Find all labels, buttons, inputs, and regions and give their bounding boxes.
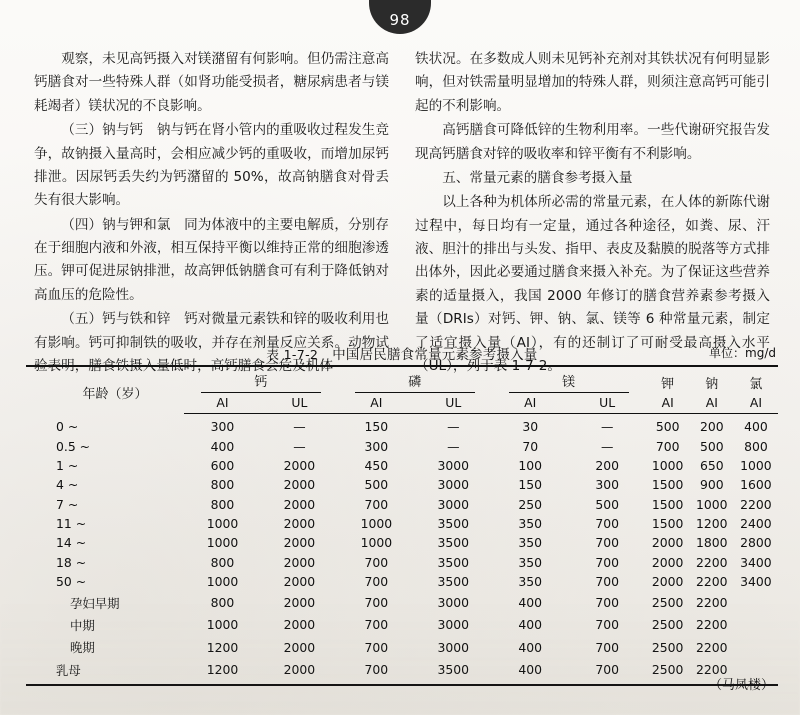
paragraph: 以上各种为机体所必需的常量元素，在人体的新陈代谢过程中，每日均有一定量，通过各种途径，如粪、尿、汗液、胆汁的排出与头发、指甲、表皮及黏膜的脱落等方式排出体外，因此必要通过膳食来摄入补充。为了保证这些营养素的适量摄入，我国 2000 年修订的膳食营养素参考摄入量（DRIs）对钙、钾、钠、氯、镁等 6 种常量元素，制定了适宜摄入量（AI），有的还制订了可耐受最高摄入水平（UL），列于表 1-7-2。 — [415, 194, 770, 374]
table-cell: 800 — [210, 595, 235, 611]
table-cell: 700 — [595, 617, 619, 633]
table-cell: 450 — [364, 457, 389, 473]
table-cell: 350 — [518, 516, 543, 532]
table-cell: 400 — [518, 639, 543, 655]
table-number: 表 1-7-2 — [266, 347, 319, 362]
table-cell: 3000 — [437, 496, 470, 512]
table-cell: 2200 — [696, 639, 728, 655]
table-row — [26, 533, 778, 552]
table-cell: 700 — [655, 438, 680, 454]
table-cell: 400 — [210, 438, 235, 454]
table-cell: 700 — [595, 535, 619, 551]
table-body — [26, 414, 778, 681]
table-cell: 2400 — [740, 516, 772, 532]
table-cell: 2000 — [651, 535, 684, 551]
table-cell: 700 — [595, 595, 619, 611]
table-row — [26, 636, 778, 658]
table-cell: 700 — [595, 554, 619, 570]
table-row — [26, 436, 778, 455]
table-row — [26, 456, 778, 475]
subheader-na-ai: AI — [690, 393, 734, 414]
author-signature: （马凤楼） — [708, 678, 774, 693]
row-label-age: 14 ~ — [56, 535, 87, 551]
row-label-age: 50 ~ — [56, 574, 87, 590]
paragraph: 铁状况。在多数成人则未见钙补充剂对其铁状况有何明显影响，但对铁需量明显增加的特殊人群，则须注意高钙可能引起的不利影响。 — [415, 51, 770, 114]
table-cell: 1500 — [651, 477, 684, 493]
table-cell — [734, 636, 778, 658]
table-cell: 350 — [518, 554, 543, 570]
table-cell: 700 — [364, 554, 389, 570]
table-cell: 800 — [744, 438, 768, 454]
right-text-column — [415, 48, 770, 379]
subheader-p-ul: UL — [415, 393, 492, 414]
table-cell: 30 — [522, 419, 539, 435]
table-cell: 2500 — [651, 639, 684, 655]
table-cell: 200 — [699, 419, 724, 435]
table-cell: 700 — [595, 639, 619, 655]
table-cell: 3500 — [437, 516, 470, 532]
row-label-age: 孕妇早期 — [70, 595, 120, 611]
table-row — [26, 495, 778, 514]
table-cell: 1000 — [206, 574, 239, 590]
table-cell: 1000 — [696, 496, 728, 512]
table-cell: 70 — [522, 438, 539, 454]
table-cell: 1200 — [206, 662, 239, 678]
table-cell: 1000 — [740, 457, 772, 473]
table-cell: 2000 — [283, 595, 316, 611]
table-cell: 3500 — [437, 554, 470, 570]
table-cell: 300 — [210, 419, 235, 435]
table-cell: 1200 — [206, 639, 239, 655]
table-section — [26, 344, 778, 686]
table-cell: 2500 — [651, 617, 684, 633]
table-cell: 700 — [364, 617, 389, 633]
subheader-cl-ai: AI — [734, 393, 778, 414]
table-cell: — — [293, 419, 306, 435]
table-cell — [734, 614, 778, 636]
table-cell: 2200 — [696, 554, 728, 570]
table-cell: 2000 — [283, 617, 316, 633]
table-row — [26, 572, 778, 591]
table-cell: 800 — [210, 477, 235, 493]
table-cell: 700 — [364, 574, 389, 590]
table-cell: 3500 — [437, 535, 470, 551]
table-row — [26, 514, 778, 533]
table-cell: 2000 — [283, 554, 316, 570]
table-cell: 150 — [518, 477, 543, 493]
table-bottom-rule — [26, 684, 778, 686]
column-group-phosphorus: 磷 — [338, 366, 492, 393]
table-cell: 150 — [364, 419, 389, 435]
table-cell: — — [293, 438, 306, 454]
column-group-chlorine: 氯 — [734, 366, 778, 393]
two-column-body — [34, 48, 770, 379]
table-title: 中国居民膳食常量元素参考摄入量 — [332, 348, 538, 363]
table-row — [26, 475, 778, 494]
column-header-age: 年龄（岁） — [26, 366, 184, 414]
table-cell: 700 — [595, 516, 619, 532]
table-cell: 1500 — [651, 516, 684, 532]
table-cell: 3500 — [437, 662, 470, 678]
row-label-age: 0.5 ~ — [56, 438, 91, 454]
row-label-age: 11 ~ — [56, 516, 87, 532]
table-cell: 700 — [364, 662, 389, 678]
table-cell: 2200 — [696, 617, 728, 633]
table-cell: 900 — [699, 477, 724, 493]
table-cell: 3000 — [437, 595, 470, 611]
table-cell: 2500 — [651, 662, 684, 678]
table-cell: 500 — [364, 477, 389, 493]
table-cell: 600 — [210, 457, 235, 473]
table-cell: 2800 — [740, 535, 772, 551]
subheader-mg-ai: AI — [492, 393, 569, 414]
table-cell: 1200 — [696, 516, 728, 532]
table-cell: 2000 — [283, 574, 316, 590]
table-cell: 3400 — [740, 574, 772, 590]
table-cell: 700 — [364, 639, 389, 655]
table-cell: 300 — [364, 438, 389, 454]
row-label-age: 4 ~ — [56, 477, 79, 493]
table-cell: 100 — [518, 457, 543, 473]
table-cell: 3500 — [437, 574, 470, 590]
table-cell: 1000 — [360, 535, 393, 551]
table-cell: 400 — [518, 617, 543, 633]
table-cell: 1800 — [696, 535, 728, 551]
table-cell: 800 — [210, 554, 235, 570]
table-cell: 2000 — [651, 554, 684, 570]
table-head — [26, 366, 778, 414]
row-label-age: 7 ~ — [56, 496, 79, 512]
paragraph: （三）钠与钙 钠与钙在肾小管内的重吸收过程发生竞争，故钠摄入量高时，会相应减少钙的重吸收，而增加尿钙排泄。因尿钙丢失约为钙潴留的 50%，故高钠膳食对骨丢失有很大影响。 — [34, 122, 389, 209]
section-heading: 五、常量元素的膳食参考摄入量 — [442, 169, 633, 186]
subheader-ca-ul: UL — [261, 393, 338, 414]
table-cell: 700 — [595, 574, 619, 590]
table-cell: 800 — [210, 496, 235, 512]
table-cell: 2000 — [283, 639, 316, 655]
column-group-magnesium: 镁 — [492, 366, 646, 393]
table-cell: 1000 — [360, 516, 393, 532]
row-label-age: 1 ~ — [56, 457, 79, 473]
row-label-age: 晚期 — [70, 640, 95, 656]
table-row — [26, 591, 778, 613]
table-cell: 300 — [595, 477, 619, 493]
table-cell: 500 — [655, 419, 680, 435]
table-cell: 2000 — [651, 574, 684, 590]
table-cell: 2500 — [651, 595, 684, 611]
column-group-potassium: 钾 — [646, 366, 690, 393]
table-cell: 2000 — [283, 457, 316, 473]
table-cell: 700 — [595, 662, 619, 678]
table-cell: 2000 — [283, 477, 316, 493]
table-cell: 3000 — [437, 617, 470, 633]
paragraph: 观察，未见高钙摄入对镁潴留有何影响。但仍需注意高钙膳食对一些特殊人群（如肾功能受损者，糖尿病患者与镁耗竭者）镁状况的不良影响。 — [34, 51, 389, 114]
row-label-age: 中期 — [70, 617, 95, 633]
page-number: 98 — [369, 0, 431, 34]
table-cell — [734, 591, 778, 613]
table-cell: 500 — [595, 496, 619, 512]
table-cell: 700 — [364, 496, 389, 512]
table-cell: 2000 — [283, 662, 316, 678]
table-cell: 200 — [595, 457, 619, 473]
table-cell: 1000 — [206, 535, 239, 551]
table-cell: 500 — [699, 438, 724, 454]
table-cell: 2000 — [283, 516, 316, 532]
row-label-age: 18 ~ — [56, 554, 87, 570]
table-cell: 400 — [518, 595, 543, 611]
nutrient-intake-table — [26, 365, 778, 681]
table-cell: — — [447, 419, 460, 435]
subheader-ca-ai: AI — [184, 393, 261, 414]
row-label-age: 乳母 — [56, 662, 81, 678]
table-row — [26, 553, 778, 572]
table-cell: 250 — [518, 496, 543, 512]
table-cell: — — [600, 438, 614, 454]
table-cell: 3400 — [740, 554, 772, 570]
paragraph: （五）钙与铁和锌 钙对微量元素铁和锌的吸收利用也有影响。钙可抑制铁的吸收，并存在剂量反应关系。动物试验表明，膳食铁摄入量低时，高钙膳食会危及机体 — [34, 311, 389, 374]
table-cell: 1500 — [651, 496, 684, 512]
table-cell: 3000 — [437, 639, 470, 655]
table-cell: 700 — [364, 595, 389, 611]
table-cell: 400 — [744, 419, 768, 435]
column-group-sodium: 钠 — [690, 366, 734, 393]
table-unit: 单位：mg/d — [709, 346, 776, 360]
table-cell: 1000 — [206, 617, 239, 633]
table-cell: 1000 — [651, 457, 684, 473]
paragraph: （四）钠与钾和氯 同为体液中的主要电解质，分别存在于细胞内液和外液，相互保持平衡以维持正常的细胞渗透压。钾可促进尿钠排泄，故高钾低钠膳食可有利于降低钠对高血压的危险性。 — [34, 216, 389, 303]
subheader-p-ai: AI — [338, 393, 415, 414]
table-row — [26, 414, 778, 437]
subheader-mg-ul: UL — [569, 393, 646, 414]
table-cell: 400 — [518, 662, 543, 678]
table-cell: 1600 — [740, 477, 772, 493]
table-cell: 350 — [518, 535, 543, 551]
subheader-k-ai: AI — [646, 393, 690, 414]
table-row — [26, 614, 778, 636]
table-cell: 3000 — [437, 477, 470, 493]
table-cell: 350 — [518, 574, 543, 590]
table-row — [26, 659, 778, 681]
table-cell: — — [447, 438, 460, 454]
table-cell: 650 — [699, 457, 724, 473]
table-cell: 2000 — [283, 535, 316, 551]
table-cell: — — [600, 419, 614, 435]
table-cell: 3000 — [437, 457, 470, 473]
table-cell: 2200 — [696, 662, 728, 678]
table-caption — [26, 344, 778, 363]
table-cell: 2200 — [740, 496, 772, 512]
row-label-age: 0 ~ — [56, 418, 79, 434]
paragraph: 高钙膳食可降低锌的生物利用率。一些代谢研究报告发现高钙膳食对锌的吸收率和锌平衡有不利影响。 — [415, 122, 770, 162]
table-cell: 2200 — [696, 574, 728, 590]
table-cell: 2000 — [283, 496, 316, 512]
table-cell: 1000 — [206, 516, 239, 532]
table-group-header-row — [26, 366, 778, 393]
left-text-column — [34, 48, 389, 379]
column-group-calcium: 钙 — [184, 366, 338, 393]
table-cell: 2200 — [696, 595, 728, 611]
